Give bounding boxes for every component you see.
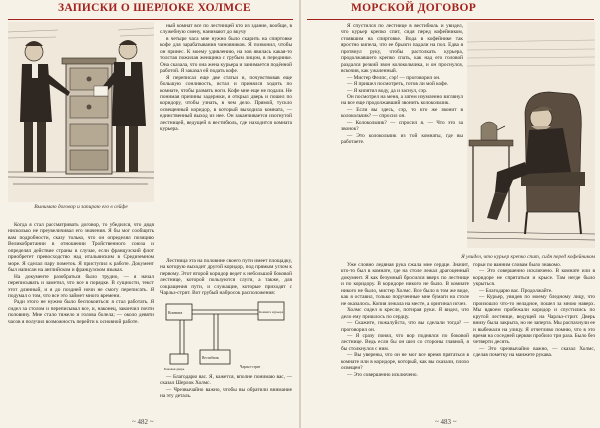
text-column-right-top — [160, 23, 292, 255]
paragraph: Холмс сидел в кресле, потирая руки. Я видел, что дело ему пришлось по сердцу. — [341, 307, 469, 320]
paragraph: Уже словно ледяная рука сжала мне сердце. Значит, кто-то был в комнате, где на столе лежал драгоценный документ. Я как безумный бросился вверх по лестнице и по коридору. В коридоре никого не было. В комнате никого не было, мистер Холмс. Все было в том же виде, как я оставил, только порученные мне бумаги на столе не оказалось. Копия лежала на месте, а оригинал исчез. — [341, 262, 469, 307]
plan-label-room: Комната — [168, 310, 183, 315]
caption-left: Вынимаю договор и запираю его в сейфе — [34, 204, 128, 210]
text-column-right-bottom — [160, 374, 292, 416]
right-page — [301, 0, 600, 428]
paragraph: Лестница эта на половине своего пути имеет площадку, на которую выходит другой коридор, под прямым углом к первому. Этот второй коридор ведет к небольшой боковой лестнице, которой пользуются слуги, а также, для сокращения пути, и служащие, которые приходят с Чарльз-стрит. Вот грубый набросок расположения: — [160, 258, 292, 296]
paragraph: — Это совершенно исключено. В комнате или в коридоре не спрятаться и крысе. Там негде было укрыться. — [473, 268, 595, 288]
paragraph: в четыре часа мне нужно было скарить на спиртовке кофе для зарабатывания чиновников. Я позвонил, чтобы он принес. К моему удивлению, на зов явилась какая-то толстая пожилая женщина с грубым лицом, в переднике. Она сказала, что она жена курьера и занимается подённой работой. Я заказал ей подать кофе. — [160, 35, 292, 75]
paragraph: Он посмотрел на меня, а затем изумленно взглянул на все еще продолжавший звонить колокольчик. — [341, 93, 463, 107]
paragraph: — Если вы здесь, сэр, то кто же звонит в колокольчик? — спросил он. — [341, 106, 463, 120]
plan-label-street: Чарльз-стрит — [240, 365, 261, 369]
paragraph: — Я кипятил воду, да и заснул, сэр. — [347, 87, 428, 94]
paragraph: — Это чрезвычайно важно, — сказал Холмс, сделав пометку на манжете рукава. — [473, 345, 595, 359]
paragraph: — Скажите, пожалуйста, что вы сделали тогда? — проговорил он. — [341, 320, 469, 333]
paragraph: — Я пришел посмотреть, готов ли мой кофе. — [347, 81, 449, 88]
paragraph: ный комнат все по лестницей кто из здание, вообще, в служебную смену, нанимают до вкучу — [160, 23, 292, 36]
header-rule-left — [8, 19, 293, 20]
paragraph: — Вы уверены, что он не мог все время прятаться в комнате или в коридоре, который, как вы сказали, плохо освещен? — [341, 352, 469, 372]
paragraph: — Это совершенно исключено. — [347, 371, 418, 378]
header-rule-right — [307, 19, 594, 20]
running-header-right: МОРСКОЙ ДОГОВОР — [351, 2, 477, 14]
plan-label-courier: Комната курьера — [259, 310, 284, 314]
paragraph: — Благодарю вас. Я, кажется, вполне понимаю вас, — сказал Шерлок Холмс. — [160, 374, 292, 387]
paragraph: Ради этого не нужно было беспокоиться: я стал работать. Я сидел за столом и переписывал все, и, наконец, закончил почти половину. Мне стало тяжело и голова болела; — около девяти часов я получил возможность перейти к основной работе. — [8, 299, 154, 325]
plan-label-side-door: Боковая дверь — [164, 367, 185, 371]
paragraph: горьи по ванним словам было знакомо. — [473, 262, 562, 268]
paragraph: — Я сразу понял, что вор поднялся по боковой лестнице. Ведь если бы он шел со стороны главной, я бы столкнулся с ним. — [341, 332, 469, 352]
paragraph: — Это колокольчик из той комнаты, где вы работаете. — [341, 132, 463, 146]
page-number-right: ~ 483 ~ — [435, 418, 457, 426]
caption-right: Я увидел, что курьер крепко спит, сидя перед кофейником — [461, 254, 595, 260]
paragraph: — Мистер Фелпс, сэр! — проговорил он. — [347, 74, 441, 81]
paragraph: Я переписал еще две статьи и, почувствовав еще большую сонливость, встал и принялся ходить по комнате, чтобы размять ноги. Кофе мне еще не подали. Не понимая причины задержки, я открыл дверь и пошел по коридору, чтобы узнать, в чем дело. Прямой, тускло освещенный коридор, в который выходила комната, — единственный выход из нее. Он заканчивается изогнутой лестницей, ведущей в вестибюль, где находится комната курьера. — [160, 74, 292, 133]
floor-plan-sketch — [160, 298, 292, 372]
paragraph: — Колокольчик? — спросил я. — Что это за звонок? — [341, 119, 463, 133]
paragraph: Когда я стал рассматривать договор, то убедился, что дядя нисколько не преувеличивал его значения. Я бы мог сообщить вам подробности, сказу только, что он определял позицию Великобритании в отношении Тройственного союза и определял действие страны в случае, если французский флот приобретет превосходство над итальянским в Средиземном море. Я сделал пару пометок. Я приступил к работе. Документ был написан на английском и французском языках. — [8, 222, 154, 274]
page-number-left: ~ 482 ~ — [132, 418, 154, 426]
paragraph: — Благодарю вас. Продолжайте. — [479, 287, 553, 294]
paragraph: На документе разобраться было трудно, — я начал переписывать и заметил, что все в порядке. В сущности, текст этот длинный, и я до поздней ночи не смогу переписать. Я подумал о том, что все это займет много времени. — [8, 273, 154, 299]
engraving-safe-illustration — [8, 22, 154, 202]
engraving-sleeping-courier — [467, 22, 595, 248]
text-column-left-bottom — [341, 262, 469, 416]
text-column-right-mid — [160, 258, 292, 296]
running-header-left: ЗАПИСКИ О ШЕРЛОКЕ ХОЛМСЕ — [58, 2, 251, 14]
paragraph: — Курьер, увидев по моему бледному лицу, что произошло что-то неладное, пошел за мною наверх. Мы вдвоем пробежали коридор и спустились по крутой лестнице, ведущей на Чарльз-стрит. Дверь внизу была закрыта, но не заперта. Мы распахнули ее и выбежали на улицу. Я отчетливо помню, что в это время на соседней церкви пробило три раза. Было без четверти десять. — [473, 294, 595, 346]
left-page — [0, 0, 299, 428]
plan-label-lobby: Вестибюль — [202, 356, 220, 360]
safe-cabinet-drawing — [62, 58, 116, 174]
paragraph: Я спустился по лестнице в вестибюль и увидел, что курьер крепко спит, сидя перед кофейником, стоявшим на спиртовке. Вода в кофейнике так яростно кипела, что ее брызги падали на пол. Едва я протянул руку, чтобы растолкать курьера, продолжавшего крепко спать, как над его головой раздался резкий звон колокольчика, и он проснулся, вскочив, как ужаленный. — [341, 23, 463, 75]
text-column-left-bottom — [8, 222, 154, 414]
paragraph: — Чрезвычайно важно, чтобы вы обратили внимание на эту деталь. — [160, 386, 292, 400]
text-column-left-top — [341, 23, 463, 259]
text-column-right-bottom — [473, 262, 595, 416]
